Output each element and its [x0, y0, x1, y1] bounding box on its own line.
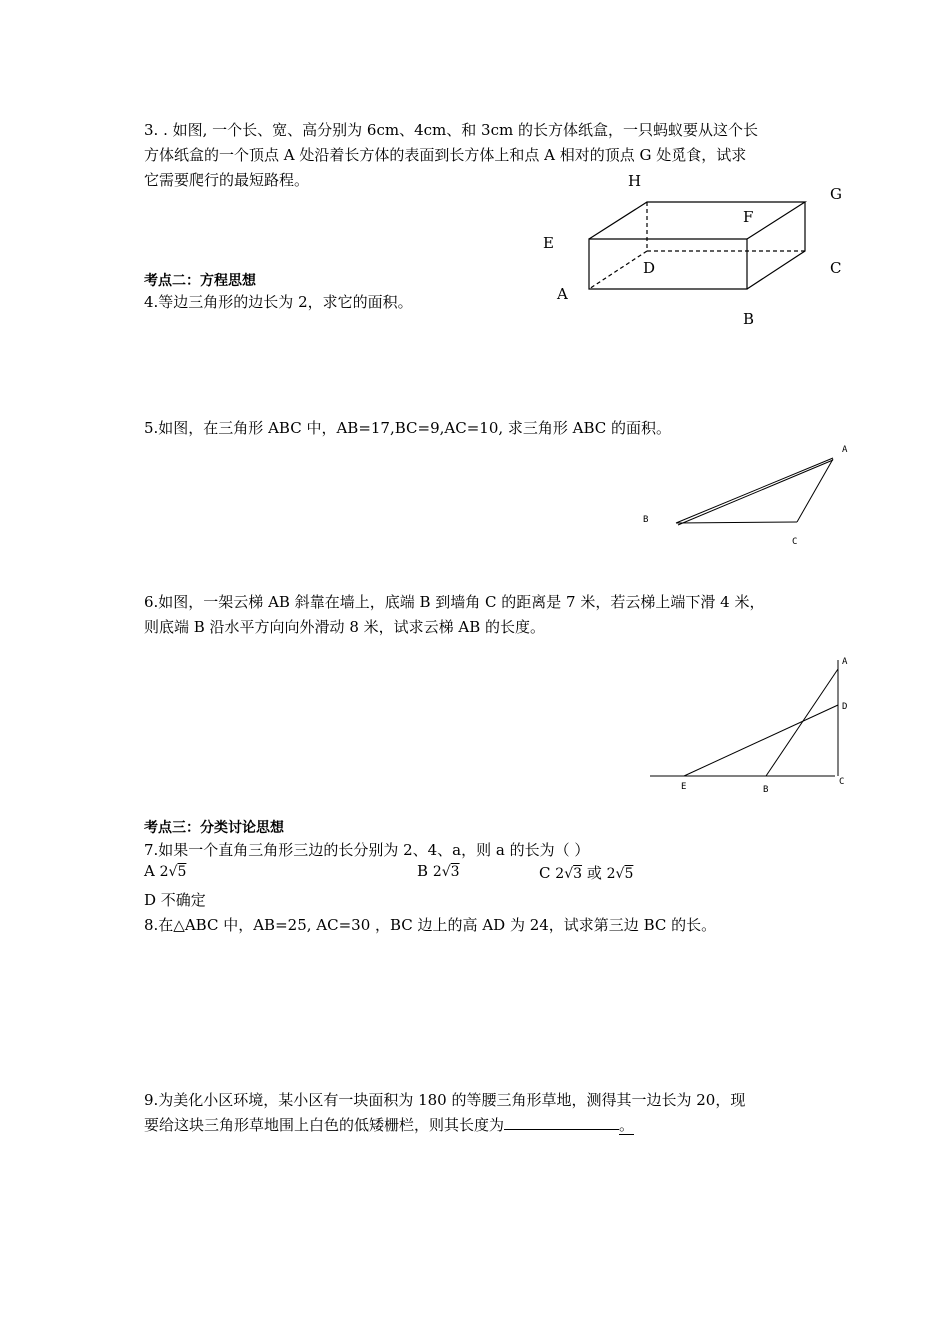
q7-option-c-value2: 2√5	[606, 866, 634, 882]
cuboid-label-g: G	[830, 185, 842, 203]
q7-option-b	[417, 862, 460, 880]
cuboid-label-b: B	[743, 310, 755, 328]
q7-option-a-label: A	[144, 862, 155, 880]
q9-text-line2-prefix: 要给这块三角形草地围上白色的低矮栅栏，则其长度为	[144, 1116, 505, 1134]
sqrt-icon: √	[615, 866, 625, 882]
q3-text-line1: 3. . 如图, 一个长、宽、高分别为 6cm、4cm、和 3cm 的长方体纸盒，一只蚂蚁要从这个长	[144, 121, 758, 139]
q3-text-line2: 方体纸盒的一个顶点 A 处沿着长方体的表面到长方体上和点 A 相对的顶点 G 处觅食，试求	[144, 146, 747, 164]
q6-text-line2: 则底端 B 沿水平方向向外滑动 8 米，试求云梯 AB 的长度。	[144, 618, 546, 636]
triangle-label-a: A	[842, 445, 848, 455]
q7-option-b-value: 2√3	[432, 864, 460, 880]
q7-option-c-value1: 2√3	[555, 866, 583, 882]
ladder-label-b: B	[763, 785, 769, 795]
ladder-label-e: E	[681, 782, 687, 792]
q5-text: 5.如图，在三角形 ABC 中，AB=17,BC=9,AC=10, 求三角形 ABC 的面积。	[144, 419, 672, 437]
cuboid-label-a: A	[557, 285, 568, 303]
q9-text-line1: 9.为美化小区环境，某小区有一块面积为 180 的等腰三角形草地，测得其一边长为 20，现	[144, 1091, 746, 1109]
cuboid-label-d: D	[643, 259, 656, 277]
cuboid-label-e: E	[543, 234, 554, 252]
sqrt-icon: √	[441, 864, 451, 880]
cuboid-label-h: H	[628, 172, 642, 190]
triangle-label-b: B	[643, 515, 649, 525]
q6-text-line1: 6.如图，一架云梯 AB 斜靠在墙上，底端 B 到墙角 C 的距离是 7 米，若云梯上端下滑 4 米，	[144, 593, 765, 611]
q9-text-line2-suffix: 。	[619, 1116, 635, 1134]
ladder-label-d: D	[842, 702, 848, 712]
q3-text-line3: 它需要爬行的最短路程。	[144, 171, 310, 189]
ladder-ed	[684, 705, 838, 776]
triangle-label-c: C	[792, 537, 798, 547]
q4-text: 4.等边三角形的边长为 2，求它的面积。	[144, 293, 413, 311]
q9-answer-blank[interactable]	[504, 1115, 619, 1130]
q7-option-c-or: 或	[586, 864, 602, 882]
q8-text: 8.在△ABC 中，AB=25, AC=30 ，BC 边上的高 AD 为 24，试求第三边 BC 的长。	[144, 916, 717, 934]
sqrt-icon: √	[564, 866, 574, 882]
q7-option-d: D 不确定	[144, 891, 206, 909]
q7-option-a	[144, 862, 186, 880]
q7-option-b-label: B	[417, 862, 429, 880]
section-title-classification: 考点三：分类讨论思想	[144, 820, 284, 836]
q7-option-a-value: 2√5	[159, 864, 187, 880]
sqrt-icon: √	[168, 864, 178, 880]
ladder-label-a: A	[842, 657, 848, 667]
ladder-label-c: C	[839, 777, 845, 787]
cuboid-label-c: C	[830, 259, 842, 277]
q7-option-c	[539, 862, 633, 883]
ladder-ab	[766, 669, 838, 776]
q7-option-c-label: C	[539, 864, 551, 882]
q7-text: 7.如果一个直角三角形三边的长分别为 2、4、a，则 a 的长为（ ）	[144, 841, 590, 859]
q9-text-line2	[144, 1113, 634, 1137]
cuboid-label-f: F	[743, 208, 754, 226]
section-title-equation: 考点二：方程思想	[144, 273, 256, 289]
